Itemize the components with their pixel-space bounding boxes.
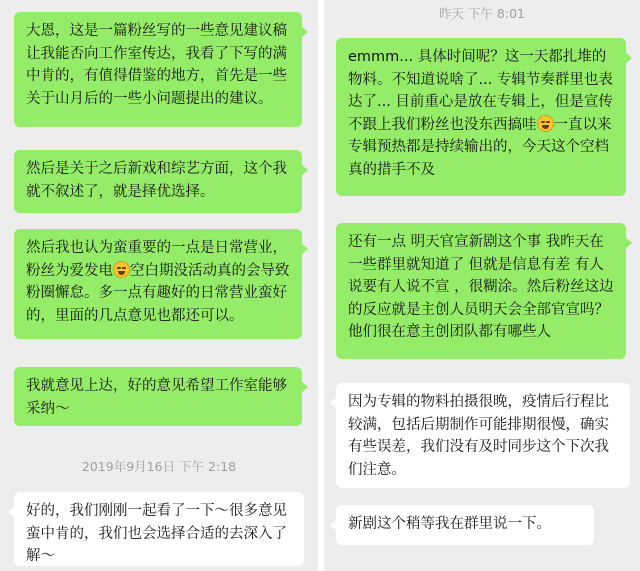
message-text: 还有一点 明天官宣新剧这个事 我昨天在一些群里就知道了 但就是信息有差 有人说要有人说不宣 ，很糊涂。然后粉丝这边的反应就是主创人员明天会全部官宣吗？ 他们很在意主创团队都有哪些人 <box>348 234 614 340</box>
message-text: emmm... 具体时间呢？这一天都扎堆的物料。不知道说啥了... 专辑节奏群里也表达了... 目前重心是放在专辑上，但是宣传不跟上我们粉丝也没东西搞哇 <box>348 49 613 133</box>
outgoing-message-bubble[interactable] <box>14 150 302 213</box>
incoming-message-bubble[interactable] <box>336 505 594 545</box>
message-text: 因为专辑的物料拍摄很晚，疫情后行程比较满，包括后期制作可能排期很慢，确实有些误差，我们没有及时同步这个下次我们注意。 <box>348 394 609 478</box>
message-text: 一直以来专辑预热都是持续输出的，今天这个空档真的措手不及 <box>348 116 612 178</box>
message-text: 好的，我们刚刚一起看了一下～很多意见蛮中肯的，我们也会选择合适的去深入了解～ <box>26 503 287 564</box>
message-timestamp: 2019年9月16日 下午 2:18 <box>81 459 237 474</box>
message-text: 空白期没活动真的会导致粉圈懈怠。多一点有趣好的日常营业蛮好的，里面的几点意见也都还可以。 <box>26 262 290 324</box>
sad-face-emoji <box>537 115 554 132</box>
message-text: 然后我也认为蛮重要的一点是日常营业，粉丝为爱发电 <box>26 240 287 279</box>
outgoing-message-bubble[interactable] <box>336 223 626 359</box>
message-text: 新剧这个稍等我在群里说一下。 <box>348 516 551 532</box>
laughing-tears-emoji <box>113 261 130 278</box>
message-text: 大恩，这是一篇粉丝写的一些意见建议稿让我能否向工作室传达，我看了下写的满中肯的，有值得借鉴的地方，首先是一些关于山月后的一些小问题提出的建议。 <box>26 23 287 107</box>
outgoing-message-bubble[interactable] <box>14 229 302 339</box>
outgoing-message-bubble[interactable] <box>14 12 302 127</box>
message-timestamp: 昨天 下午 8:01 <box>438 6 526 21</box>
left-chat-panel <box>0 0 318 571</box>
outgoing-message-bubble[interactable] <box>14 367 302 426</box>
incoming-message-bubble[interactable] <box>14 492 304 566</box>
incoming-message-bubble[interactable] <box>336 383 630 488</box>
message-text: 然后是关于之后新戏和综艺方面，这个我就不叙述了，就是择优选择。 <box>26 161 287 200</box>
outgoing-message-bubble[interactable] <box>336 38 626 196</box>
message-text: 我就意见上达，好的意见希望工作室能够采纳～ <box>26 378 287 417</box>
right-chat-panel <box>324 0 640 571</box>
